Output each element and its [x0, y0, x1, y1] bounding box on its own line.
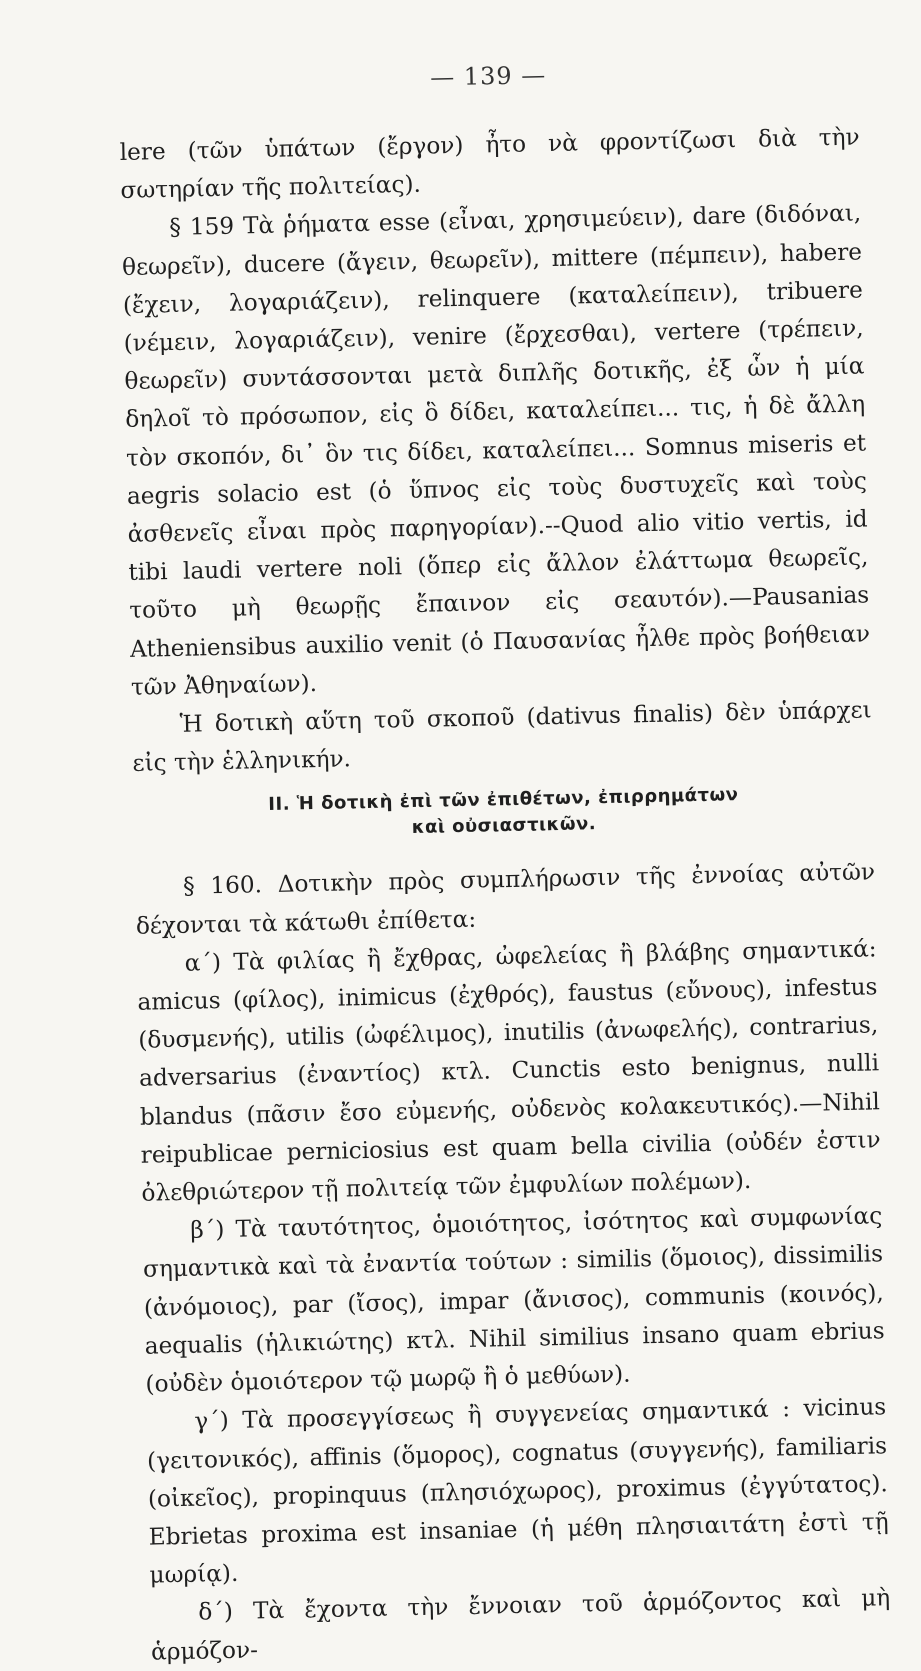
section-heading-line1: II. Ἡ δοτικὴ ἐπὶ τῶν ἐπιθέτων, ἐπιρρημάτων — [268, 784, 739, 816]
paragraph-section-160: § 160. Δοτικὴν πρὸς συμπλήρωσιν τῆς ἐννοίας αὐτῶν δέχονται τὰ κάτωθι ἐπίθετα: — [135, 858, 876, 940]
paragraph-dativus-finalis-note: Ἡ δοτικὴ αὕτη τοῦ σκοποῦ (dativus finalis) δὲν ὑπάρχει εἰς τὴν ἑλληνικήν. — [132, 696, 872, 778]
paragraph-item-beta: β´) Τὰ ταυτότητος, ὁμοιότητος, ἰσότητος καὶ συμφωνίας σημαντικὰ καὶ τὰ ἐναντία τούτων : similis (ὅμοιος), dissimilis (ἀνόμοιος), par (ἴσος), impar (ἄνισος), communis (κοινός), aequalis (ἡλικιώτης) κτλ. Nihil similius insano quam ebrius (οὐδὲν ὁμοιότερον τῷ μωρῷ ἢ ὁ μεθύων). — [142, 1202, 885, 1398]
section-heading-line2: καὶ οὐσιαστικῶν. — [411, 813, 597, 839]
paragraph-item-delta: δ´) Τὰ ἔχοντα τὴν ἔννοιαν τοῦ ἁρμόζοντος καὶ μὴ ἁρμόζον- — [150, 1584, 891, 1666]
section-heading — [133, 780, 874, 847]
paragraph-item-alpha: α´) Τὰ φιλίας ἢ ἔχθρας, ὠφελείας ἢ βλάβης σημαντικά: amicus (φίλος), inimicus (ἐχθρός), faustus (εὔνους), infestus (δυσμενής), utilis (ὠφέλιμος), inutilis (ἀνωφελής), contrarius, adversarius (ἐναντίος) κτλ. Cunctis esto benignus, nulli blandus (πᾶσιν ἔσο εὐμενής, οὐδενὸς κολακευτικός).—Nihil reipublicae perniciosius est quam bella civilia (οὐδέν ἐστιν ὀλεθριώτερον τῇ πολιτείᾳ τῶν ἐμφυλίων πολέμων). — [137, 935, 881, 1207]
paragraph-item-gamma: γ´) Τὰ προσεγγίσεως ἢ συγγενείας σημαντικά : vicinus (γειτονικός), affinis (ὅμορος), cognatus (συγγενής), familiaris (οἰκεῖος), propinquus (πλησιόχωρος), proximus (ἐγγύτατος). Ebrietas proxima est insaniae (ἡ μέθη πλησιαιτάτη ἐστὶ τῇ μωρίᾳ). — [146, 1393, 889, 1589]
paragraph-section-159: § 159 Τὰ ῥήματα esse (εἶναι, χρησιμεύειν), dare (διδόναι, θεωρεῖν), ducere (ἄγειν, θεωρεῖν), mittere (πέμπειν), habere (ἔχειν, λογαριάζειν), relinquere (καταλείπειν), tribuere (νέμειν, λογαριάζειν), venire (ἔρχεσθαι), vertere (τρέπειν, θεωρεῖν) συντάσσονται μετὰ διπλῆς δοτικῆς, ἐξ ὧν ἡ μία δηλοῖ τὸ πρόσωπον, εἰς ὃ δίδει, καταλείπει... τις, ἡ δὲ ἄλλη τὸν σκοπόν, δι᾽ ὃν τις δίδει, καταλείπει... Somnus miseris et aegris solacio est (ὁ ὕπνος εἰς τοὺς δυστυχεῖς καὶ τοὺς ἀσθενεῖς εἶναι πρὸς παρηγορίαν).--Quod alio vitio vertis, id tibi laudi vertere noli (ὅπερ εἰς ἄλλον ἐλάττωμα θεωρεῖς, τοῦτο μὴ θεωρῇς ἔπαινον εἰς σεαυτόν).—Pausanias Atheniensibus auxilio venit (ὁ Παυσανίας ἦλθε πρὸς βοήθειαν τῶν Ἀθηναίων). — [121, 199, 871, 701]
page-number: — 139 — — [429, 61, 547, 92]
paragraph-continuation: lere (τῶν ὑπάτων (ἔργον) ἦτο νὰ φροντίζωσι διὰ τὴν σωτηρίαν τῆς πολιτείας). — [119, 123, 860, 205]
book-page — [118, 55, 891, 1666]
